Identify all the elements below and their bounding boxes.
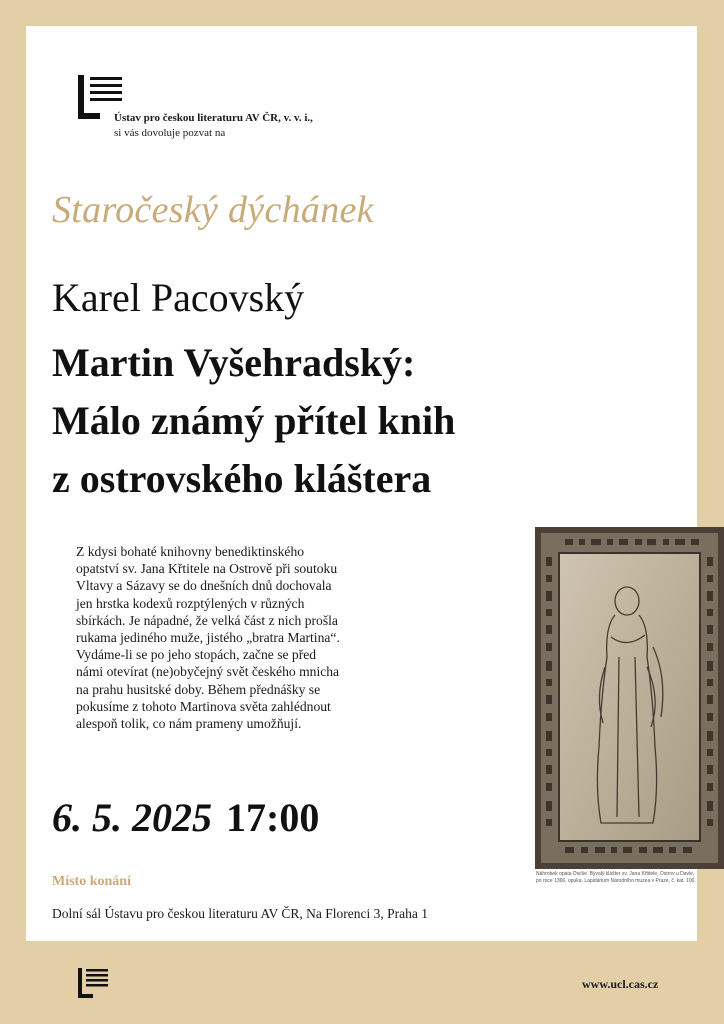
title-line: Málo známý přítel knih: [52, 398, 456, 443]
organization-name: Ústav pro českou literaturu AV ČR, v. v. i.,: [114, 112, 313, 124]
footer-logo: [78, 968, 116, 1000]
abstract-line: alespoň tolik, co nám prameny umožňují.: [76, 716, 302, 732]
abstract-line: Vydáme-li se po jeho stopách, začne se před: [76, 647, 317, 663]
invitation-line: si vás dovoluje pozvat na: [114, 127, 226, 139]
abstract-line: rukama jediného muže, jistého „bratra Martina“.: [76, 630, 340, 646]
abstract-line: jen hrstka kodexů rozptýlených v různých: [76, 595, 305, 611]
abstract: [76, 543, 376, 732]
lecture-title: [52, 334, 572, 508]
event-datetime: [52, 794, 319, 841]
abstract-line: sbírkách. Je nápadné, že velká část z nich prošla: [76, 612, 338, 628]
abstract-line: námi otevírat (ne)obyčejný svět českého mnicha: [76, 664, 340, 680]
tombstone-illustration: [535, 527, 724, 869]
title-line: Martin Vyšehradský:: [52, 340, 416, 385]
tombstone-photo: [535, 527, 724, 869]
title-line: z ostrovského kláštera: [52, 456, 432, 501]
event-time: 17:00: [226, 795, 320, 840]
venue-label: Místo konání: [52, 874, 131, 889]
abstract-line: Z kdysi bohaté knihovny benediktinského: [76, 544, 305, 559]
event-series: Staročeský dýchánek: [52, 189, 374, 231]
speaker-name: Karel Pacovský: [52, 275, 305, 320]
website-url[interactable]: www.ucl.cas.cz: [582, 977, 659, 991]
abstract-line: Vltavy a Sázavy se do dnešních dnů dochovala: [76, 578, 332, 594]
abstract-line: na prahu husitské doby. Během přednášky se: [76, 681, 321, 697]
abstract-line: pokusíme z tohoto Martinova světa zahlédnout: [76, 698, 331, 714]
event-date: 6. 5. 2025: [52, 795, 212, 840]
abstract-line: opatství sv. Jana Křtitele na Ostrově při soutoku: [76, 561, 338, 577]
photo-caption: Náhrobek opata Divíše. Bývalý klášter sv. Jana Křtitele, Ostrov u Davle, po roce 1366, opuka. Lapidárium Národního muzea v Praze, č. kat. 100.: [536, 871, 696, 884]
venue-address: Dolní sál Ústavu pro českou literaturu AV ČR, Na Florenci 3, Praha 1: [52, 906, 428, 921]
